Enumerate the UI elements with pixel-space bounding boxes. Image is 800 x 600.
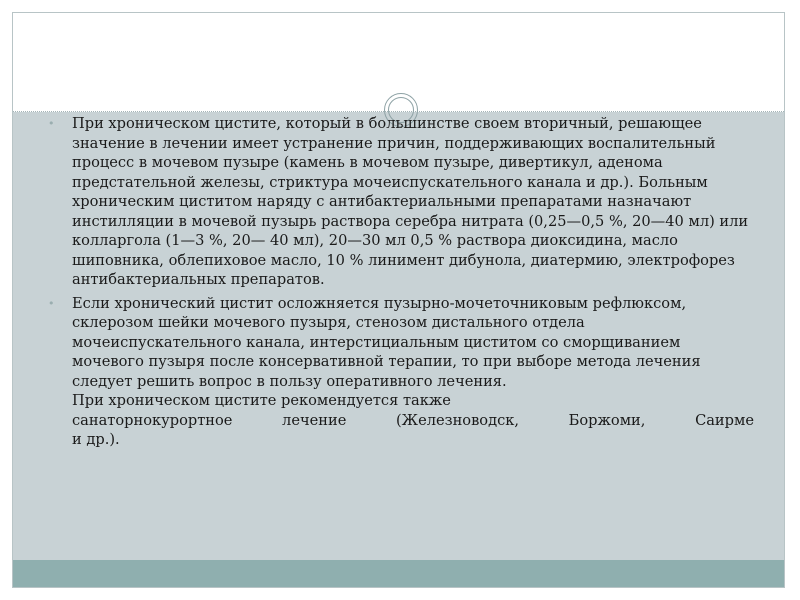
bullet-item-1 [48, 114, 754, 290]
bullet-list [48, 114, 754, 454]
bullet-text-resorts: санаторнокурортное лечение (Железноводск, Боржоми, Саирме [72, 411, 754, 429]
bullet-dot-icon: • [48, 117, 55, 130]
bullet-text: Если хронический цистит осложняется пузырно-мочеточниковым рефлюксом, склерозом шейки мочевого пузыря, стенозом дистального отдела мочеиспускательного канала, интерстициальным циститом со сморщиванием мочевого пузыря после консервативной терапии, то при выборе метода лечения следует решить вопрос в пользу оперативного лечения. [72, 294, 701, 390]
bullet-item-2 [48, 294, 754, 450]
footer-band [13, 560, 784, 587]
bullet-dot-icon: • [48, 296, 55, 310]
bullet-text: При хроническом цистите, который в большинстве своем вторичный, решающее значение в лечении имеет устранение причин, поддерживающих воспалительный процесс в мочевом пузыре (камень в мочевом пузыре, дивертикул, аденома предстательной железы, стриктура мочеиспускательного канала и др.). Больным хроническим циститом наряду с антибактериальными препаратами назначают инстилляции в мочевой пузырь раствора серебра нитрата (0,25—0,5 %, 20—40 мл) или колларгола (1—3 %, 20— 40 мл), 20—30 мл 0,5 % раствора диоксидина, масло шиповника, облепиховое масло, 10 % линимент дибунола, диатермию, электрофорез антибактериальных препаратов. [72, 115, 749, 288]
bullet-text-recommendation: При хроническом цистите рекомендуется также [72, 392, 451, 409]
bullet-text-end: и др.). [72, 431, 120, 448]
